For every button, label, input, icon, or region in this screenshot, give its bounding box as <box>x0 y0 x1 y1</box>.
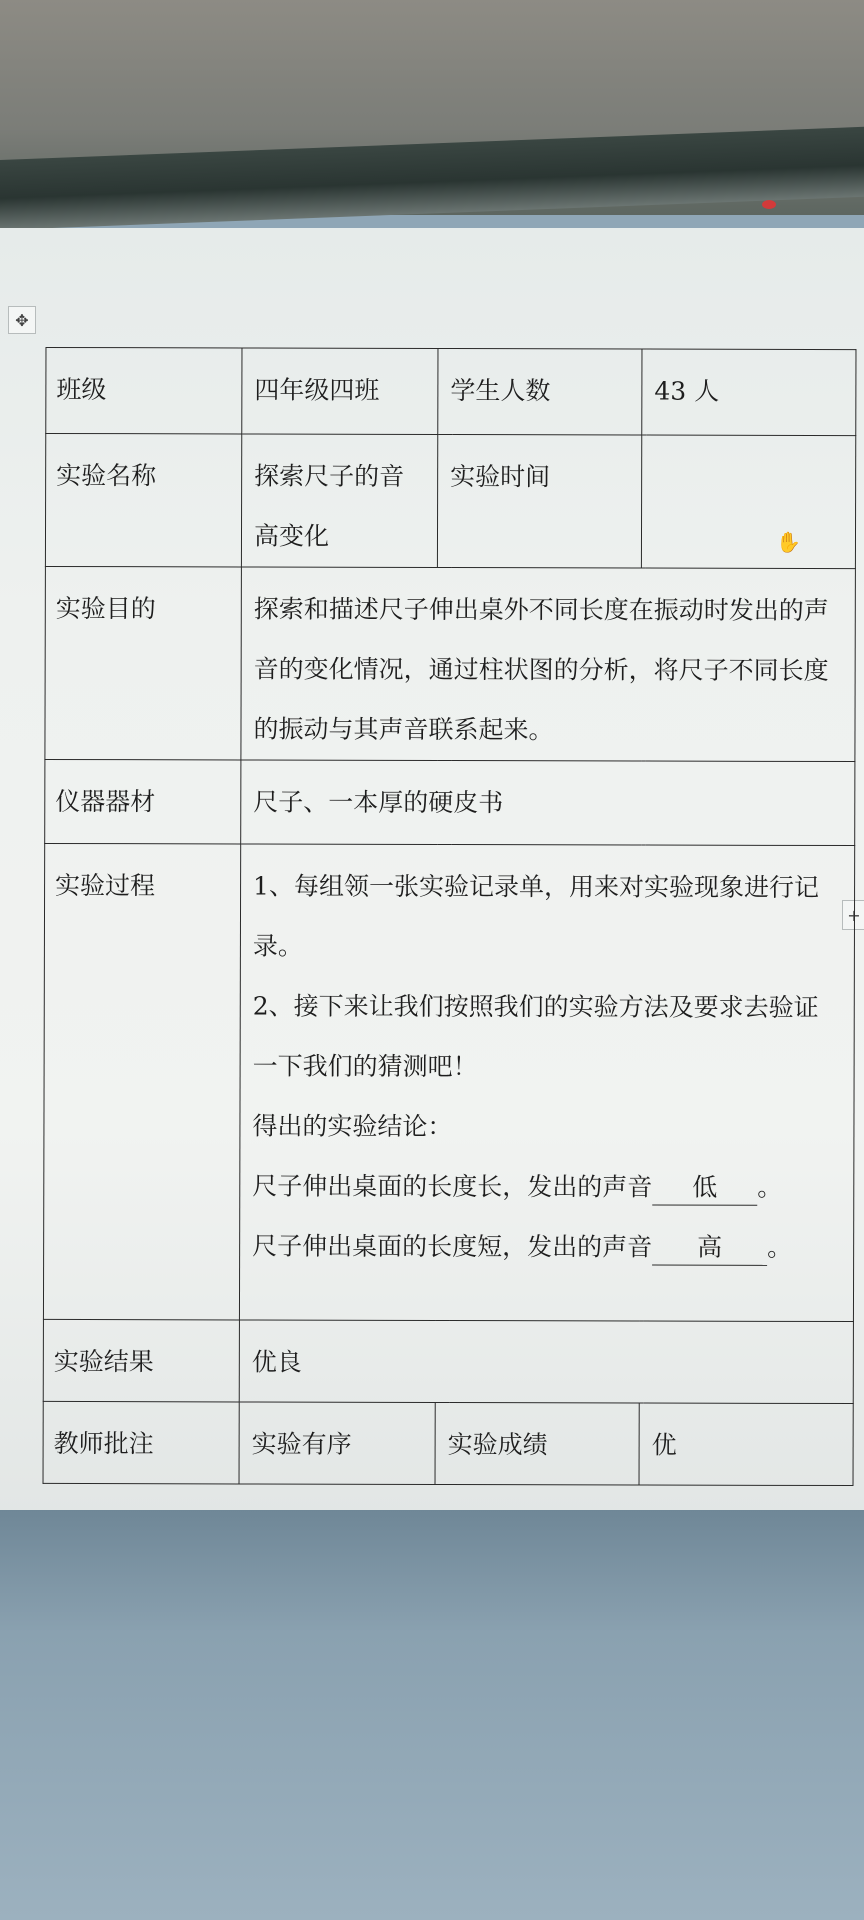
move-icon[interactable]: ✥ <box>8 306 36 334</box>
table-row <box>45 433 855 568</box>
student-count-value[interactable]: 43 人 <box>642 349 856 436</box>
grade-value[interactable]: 优 <box>639 1403 853 1486</box>
table-row <box>43 1319 853 1403</box>
experiment-purpose-label: 实验目的 <box>45 566 242 760</box>
result-value[interactable]: 优良 <box>239 1320 853 1404</box>
experiment-time-value[interactable] <box>641 435 855 569</box>
plus-icon[interactable]: + <box>842 900 864 930</box>
equipment-label: 仪器器材 <box>45 759 241 844</box>
experiment-time-label: 实验时间 <box>437 434 641 568</box>
background-desk <box>0 1510 864 1920</box>
process-step-2: 2、接下来让我们按照我们的实验方法及要求去验证一下我们的猜测吧！ <box>252 991 819 1082</box>
process-step-1: 1、每组领一张实验记录单，用来对实验现象进行记录。 <box>252 871 820 961</box>
conclusion-1-text: 尺子伸出桌面的长度长，发出的声音 <box>252 1171 653 1202</box>
table-row <box>43 843 854 1321</box>
table-row <box>43 1401 853 1485</box>
class-value[interactable]: 四年级四班 <box>242 348 438 435</box>
result-label: 实验结果 <box>43 1319 239 1402</box>
teacher-comment-value[interactable]: 实验有序 <box>239 1402 435 1485</box>
experiment-record-table <box>43 347 857 1486</box>
conclusion-2-answer[interactable]: 高 <box>652 1231 767 1266</box>
experiment-purpose-value[interactable]: 探索和描述尺子伸出桌外不同长度在振动时发出的声音的变化情况，通过柱状图的分析，将尺子不同长度的振动与其声音联系起来。 <box>241 567 856 762</box>
table-row <box>46 347 856 435</box>
conclusion-2-text: 尺子伸出桌面的长度短，发出的声音 <box>252 1231 653 1262</box>
grade-label: 实验成绩 <box>435 1402 639 1485</box>
class-label: 班级 <box>46 347 242 434</box>
conclusion-line-1 <box>252 1156 841 1218</box>
conclusion-1-period: 。 <box>757 1172 783 1202</box>
student-count-label: 学生人数 <box>438 348 642 435</box>
table-row <box>45 759 855 845</box>
teacher-comment-label: 教师批注 <box>43 1401 239 1484</box>
process-value[interactable] <box>239 844 854 1322</box>
experiment-name-value[interactable]: 探索尺子的音高变化 <box>241 434 437 568</box>
conclusion-line-2 <box>252 1216 841 1278</box>
monitor-indicator <box>762 200 776 209</box>
conclusion-1-answer[interactable]: 低 <box>652 1171 757 1206</box>
process-label: 实验过程 <box>43 843 240 1320</box>
conclusion-heading: 得出的实验结论： <box>252 1111 453 1142</box>
hand-cursor-icon: ✋ <box>776 530 801 554</box>
conclusion-2-period: 。 <box>767 1232 793 1262</box>
equipment-value[interactable]: 尺子、一本厚的硬皮书 <box>241 760 855 846</box>
table-row <box>45 566 856 761</box>
experiment-name-label: 实验名称 <box>45 433 241 567</box>
